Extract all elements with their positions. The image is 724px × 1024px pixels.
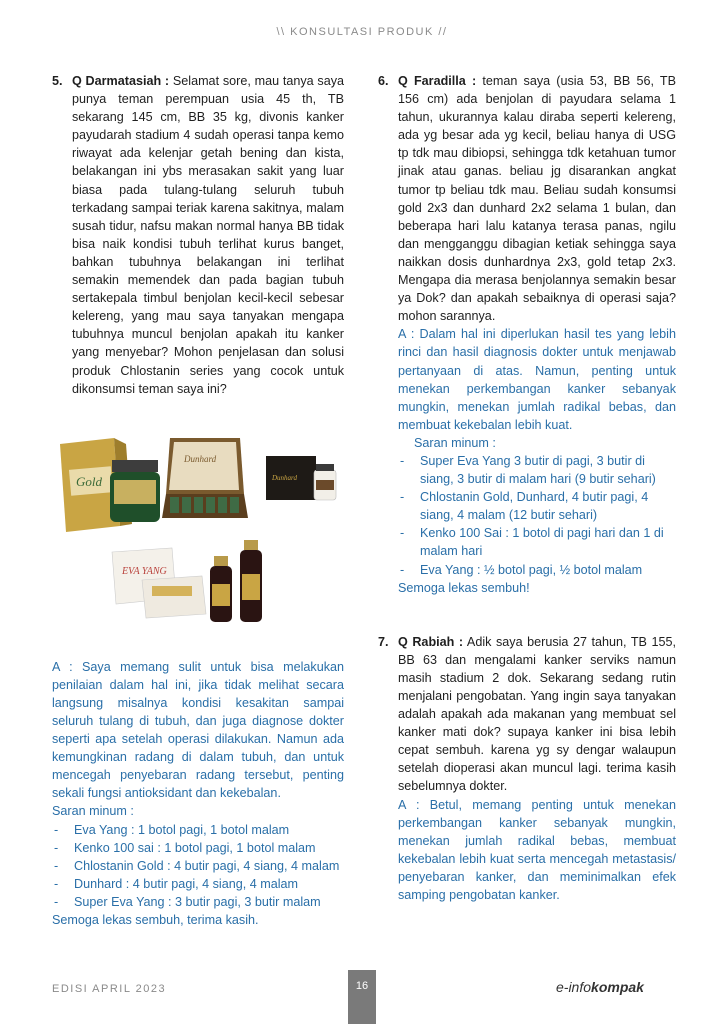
- dosage-list: [398, 452, 676, 579]
- product-illustration: [52, 414, 344, 636]
- edition-label: EDISI APRIL 2023: [52, 983, 167, 995]
- dosage-item: - Super Eva Yang : 3 butir pagi, 3 butir malam: [54, 894, 321, 909]
- dosage-item: - Dunhard : 4 butir pagi, 4 siang, 4 malam: [54, 876, 299, 891]
- dosage-heading: Saran minum :: [414, 435, 496, 450]
- dark-bottles: [210, 540, 262, 622]
- green-jar: [110, 460, 160, 522]
- question-asker: Q Rabiah :: [398, 634, 464, 649]
- dosage-item: - Kenko 100 sai : 1 botol pagi, 1 botol malam: [54, 840, 316, 855]
- dosage-item: - Chlostanin Gold, Dunhard, 4 butir pagi, 4 siang, 4 malam (12 butir sehari): [400, 490, 649, 523]
- dosage-item: - Super Eva Yang 3 butir di pagi, 3 butir di siang, 3 butir di malam hari (9 butir sehari): [400, 453, 656, 487]
- brand-suffix: kompak: [591, 979, 644, 995]
- question-asker: Q Darmatasiah :: [72, 74, 170, 88]
- dosage-item: - Chlostanin Gold : 4 butir pagi, 4 siang, 4 malam: [54, 858, 340, 873]
- dosage-list: [52, 821, 344, 911]
- question-text: Selamat sore, mau tanya saya punya teman perempuan usia 45 th, TB sekarang 145 cm, BB 35 kg, divonis kanker payudarah stadium 4 sudah operasi tanpa kemo riwayat ada kelenjar getah bening dan kista, belakangan ini ybs merasakan sakit yang luar biasa pada tulang-tulang seluruh tubuh terkadang sampai teriak karena sakitnya, malam susah tidur, nafsu makan normal hanya BB tidak bisa naik kondisi tubuh terlihat kurus banget, bahkan tubuhnya belakangan ini terlihat semakin memendek dan pada bagian tubuh sertakepala timbul benjolan kecil-kecil sebesar kelereng, yang mau saya tanyakan mengapa tubuhnya muncul benjolan apakah itu kanker yang menyebar? Mohon penjelasan dan solusi produk Chlostanin series yang cocok untuk dikonsumsi teman saya ini?: [72, 74, 344, 396]
- question-5: [52, 72, 344, 398]
- dunhard-case-label: Dunhard: [184, 453, 217, 464]
- black-box-label: Dunhard: [272, 473, 298, 482]
- product-photo: [52, 414, 344, 636]
- question-number: 5.: [52, 74, 63, 88]
- dosage-item: - Eva Yang : ½ botol pagi, ½ botol malam: [400, 562, 643, 577]
- gold-box-label: Gold: [76, 473, 102, 489]
- eva-yang-box-label: EVA YANG: [122, 565, 167, 577]
- dosage-item: - Eva Yang : 1 botol pagi, 1 botol malam: [54, 822, 290, 837]
- page-number: 16: [348, 970, 376, 1024]
- question-number: 6.: [378, 74, 389, 88]
- answer-5: A : Saya memang sulit untuk bisa melakukan penilaian dalam hal ini, jika tidak melihat secara langsung misalnya kondisi kesakitan sampai seluruh tulang di tubuh, dan juga diagnose dokter seperti apa setelah operasi dilakukan. Namun ada kemungkinan radang di dalam tubuh, dan untuk mencegah penyebaran radang tersebut, penting sekali fungsi antioksidant dan kekebalan.: [52, 659, 344, 801]
- dunhard-display-case: [162, 438, 248, 518]
- brand-prefix: e-info: [556, 979, 592, 995]
- question-number: 7.: [378, 634, 389, 649]
- answer-7: A : Betul, memang penting untuk menekan perkembangan kanker sebanyak mungkin, menekan jumlah radikal bebas, membuat kekebalan lebih kuat serta mencegah metastasis/ penyebaran kanker, dan meminimalkan efek samping pengobatan kanker.: [398, 797, 676, 903]
- section-header: \\ KONSULTASI PRODUK //: [276, 26, 448, 38]
- brand-logo: [556, 979, 644, 995]
- eva-yang-box: [112, 548, 206, 618]
- right-column: [378, 72, 676, 904]
- question-7: [378, 633, 676, 796]
- question-6: [378, 72, 676, 325]
- dosage-heading: Saran minum :: [52, 804, 134, 819]
- closing-remark: Semoga lekas sembuh!: [398, 580, 530, 595]
- question-text: Adik saya berusia 27 tahun, TB 155, BB 63 dan mengalami kanker serviks namun masih stadium 2 dok. Sekarang sedang rutin menjalani pengobatan. Yang ingin saya tanyakan adalah apakah ada makanan yang membuat sel kanker mati dok? supaya kanker ini bisa lebih cepat sembuh. karena yg sy dengar walaupun setelah dioperasi akan muncul lagi. terima kasih sebelumnya dokter.: [398, 634, 676, 794]
- closing-remark: Semoga lekas sembuh, terima kasih.: [52, 913, 259, 927]
- dosage-item: - Kenko 100 Sai : 1 botol di pagi hari dan 1 di malam hari: [400, 526, 664, 559]
- question-asker: Q Faradilla :: [398, 74, 477, 88]
- question-text: teman saya (usia 53, BB 56, TB 156 cm) ada benjolan di payudara selama 1 tahun, ukurannya kalau diraba seperti kelereng, ada yg besar ada yg kecil, beliau hanya di USG tp tdk mau dibiopsi, sehingga tdk ketahuan tumor jinak atau ganas. beliau jg disarankan angkat tumor tp beliau tdk mau. Beliau sudah konsumsi gold 2x3 dan dunhard 2x2 selama 1 bulan, dan beberapa hari lalu katanya terasa panas, ngilu dan mengganggu dibagian ketiak sehingga saya naikkan dosis dunhardnya 2x3, gold tetap 2x3. Mengapa dia merasa benjolannya semakin besar ya Dok? dan apakah sebaiknya di operasi saja? mohon sarannya.: [398, 74, 676, 324]
- black-box-with-bottle: [266, 456, 336, 500]
- left-column: [52, 72, 344, 929]
- answer-6: A : Dalam hal ini diperlukan hasil tes yang lebih rinci dan hasil diagnosis dokter untuk menjawab pertanyaan di atas. Namun, penting untuk menekan perkembangan kanker sebanyak mungkin, menekan jumlah radikal bebas, dan membuat kekebalan lebih kuat.: [398, 327, 676, 432]
